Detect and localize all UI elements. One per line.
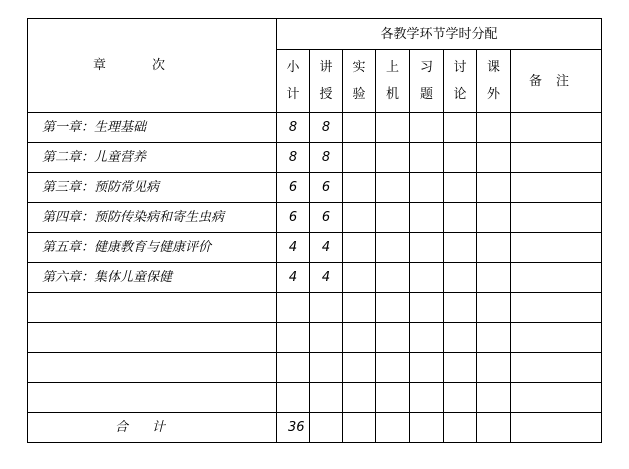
- empty-cell: [444, 233, 477, 263]
- empty-cell: [376, 203, 410, 233]
- empty-cell: [28, 293, 277, 323]
- empty-cell: [444, 353, 477, 383]
- lecture-header: 讲 授: [310, 50, 343, 113]
- chapter-name: 第三章：预防常见病: [28, 173, 277, 203]
- empty-cell: [410, 263, 444, 293]
- lecture-value: 4: [310, 263, 343, 293]
- chapter-column-header: 章次: [28, 19, 277, 113]
- empty-cell: [477, 413, 511, 443]
- empty-cell: [477, 233, 511, 263]
- empty-row: [28, 323, 602, 353]
- empty-cell: [376, 143, 410, 173]
- table-row: [28, 203, 602, 233]
- empty-cell: [343, 383, 376, 413]
- empty-cell: [444, 113, 477, 143]
- empty-row: [28, 383, 602, 413]
- remarks-header: 备注: [511, 50, 602, 113]
- table-row: [28, 173, 602, 203]
- chapter-name: 第一章：生理基础: [28, 113, 277, 143]
- empty-cell: [410, 293, 444, 323]
- empty-cell: [310, 293, 343, 323]
- total-label: 合计: [28, 413, 277, 443]
- empty-cell: [343, 323, 376, 353]
- empty-cell: [310, 323, 343, 353]
- discussion-header: 讨 论: [444, 50, 477, 113]
- empty-cell: [444, 203, 477, 233]
- empty-cell: [410, 113, 444, 143]
- empty-cell: [410, 323, 444, 353]
- exercises-header: 习 题: [410, 50, 444, 113]
- chapter-name: 第五章：健康教育与健康评价: [28, 233, 277, 263]
- empty-cell: [511, 113, 602, 143]
- empty-cell: [376, 293, 410, 323]
- lecture-value: 6: [310, 203, 343, 233]
- empty-cell: [410, 173, 444, 203]
- empty-cell: [444, 413, 477, 443]
- empty-cell: [376, 413, 410, 443]
- empty-cell: [28, 323, 277, 353]
- empty-cell: [477, 173, 511, 203]
- empty-cell: [376, 173, 410, 203]
- empty-cell: [277, 293, 310, 323]
- empty-cell: [511, 263, 602, 293]
- empty-cell: [277, 383, 310, 413]
- empty-cell: [444, 263, 477, 293]
- empty-cell: [343, 413, 376, 443]
- empty-cell: [511, 203, 602, 233]
- chapter-name: 第六章：集体儿童保健: [28, 263, 277, 293]
- empty-cell: [477, 113, 511, 143]
- total-row: [28, 413, 602, 443]
- empty-cell: [444, 173, 477, 203]
- empty-cell: [310, 383, 343, 413]
- subtotal-value: 4: [277, 263, 310, 293]
- table-row: [28, 233, 602, 263]
- subtotal-header: 小 计: [277, 50, 310, 113]
- chapter-name: 第四章：预防传染病和寄生虫病: [28, 203, 277, 233]
- empty-cell: [376, 113, 410, 143]
- empty-cell: [477, 353, 511, 383]
- computer-lab-header: 上 机: [376, 50, 410, 113]
- empty-cell: [28, 383, 277, 413]
- empty-cell: [376, 263, 410, 293]
- empty-cell: [376, 233, 410, 263]
- empty-cell: [444, 383, 477, 413]
- empty-cell: [343, 263, 376, 293]
- empty-cell: [511, 413, 602, 443]
- empty-cell: [410, 413, 444, 443]
- empty-cell: [511, 173, 602, 203]
- empty-cell: [511, 383, 602, 413]
- empty-cell: [343, 173, 376, 203]
- empty-cell: [410, 203, 444, 233]
- empty-cell: [511, 143, 602, 173]
- empty-cell: [376, 353, 410, 383]
- table-row: [28, 263, 602, 293]
- subtotal-value: 8: [277, 143, 310, 173]
- empty-cell: [310, 413, 343, 443]
- lecture-value: 6: [310, 173, 343, 203]
- empty-cell: [376, 383, 410, 413]
- empty-cell: [477, 293, 511, 323]
- empty-cell: [511, 323, 602, 353]
- experiment-header: 实 验: [343, 50, 376, 113]
- lecture-value: 8: [310, 143, 343, 173]
- lecture-value: 4: [310, 233, 343, 263]
- empty-cell: [343, 233, 376, 263]
- empty-cell: [376, 323, 410, 353]
- empty-row: [28, 353, 602, 383]
- empty-cell: [444, 143, 477, 173]
- empty-cell: [444, 293, 477, 323]
- empty-cell: [410, 383, 444, 413]
- chapter-name: 第二章：儿童营养: [28, 143, 277, 173]
- empty-cell: [277, 353, 310, 383]
- empty-cell: [410, 233, 444, 263]
- empty-cell: [343, 113, 376, 143]
- empty-cell: [343, 143, 376, 173]
- subtotal-value: 6: [277, 173, 310, 203]
- table-row: [28, 143, 602, 173]
- lecture-value: 8: [310, 113, 343, 143]
- empty-cell: [511, 233, 602, 263]
- empty-cell: [410, 353, 444, 383]
- empty-cell: [477, 383, 511, 413]
- empty-cell: [343, 353, 376, 383]
- subtotal-value: 8: [277, 113, 310, 143]
- empty-cell: [511, 353, 602, 383]
- empty-cell: [410, 143, 444, 173]
- empty-cell: [343, 203, 376, 233]
- hours-allocation-table: [27, 18, 602, 443]
- empty-cell: [28, 353, 277, 383]
- table-row: [28, 113, 602, 143]
- header-row-top: [28, 19, 602, 50]
- extracurricular-header: 课 外: [477, 50, 511, 113]
- empty-cell: [477, 263, 511, 293]
- empty-cell: [343, 293, 376, 323]
- hours-allocation-header: 各教学环节学时分配: [277, 19, 602, 50]
- total-value: 36: [277, 413, 310, 443]
- empty-cell: [277, 323, 310, 353]
- subtotal-value: 6: [277, 203, 310, 233]
- subtotal-value: 4: [277, 233, 310, 263]
- empty-cell: [444, 323, 477, 353]
- empty-row: [28, 293, 602, 323]
- empty-cell: [477, 203, 511, 233]
- empty-cell: [477, 143, 511, 173]
- empty-cell: [511, 293, 602, 323]
- empty-cell: [310, 353, 343, 383]
- empty-cell: [477, 323, 511, 353]
